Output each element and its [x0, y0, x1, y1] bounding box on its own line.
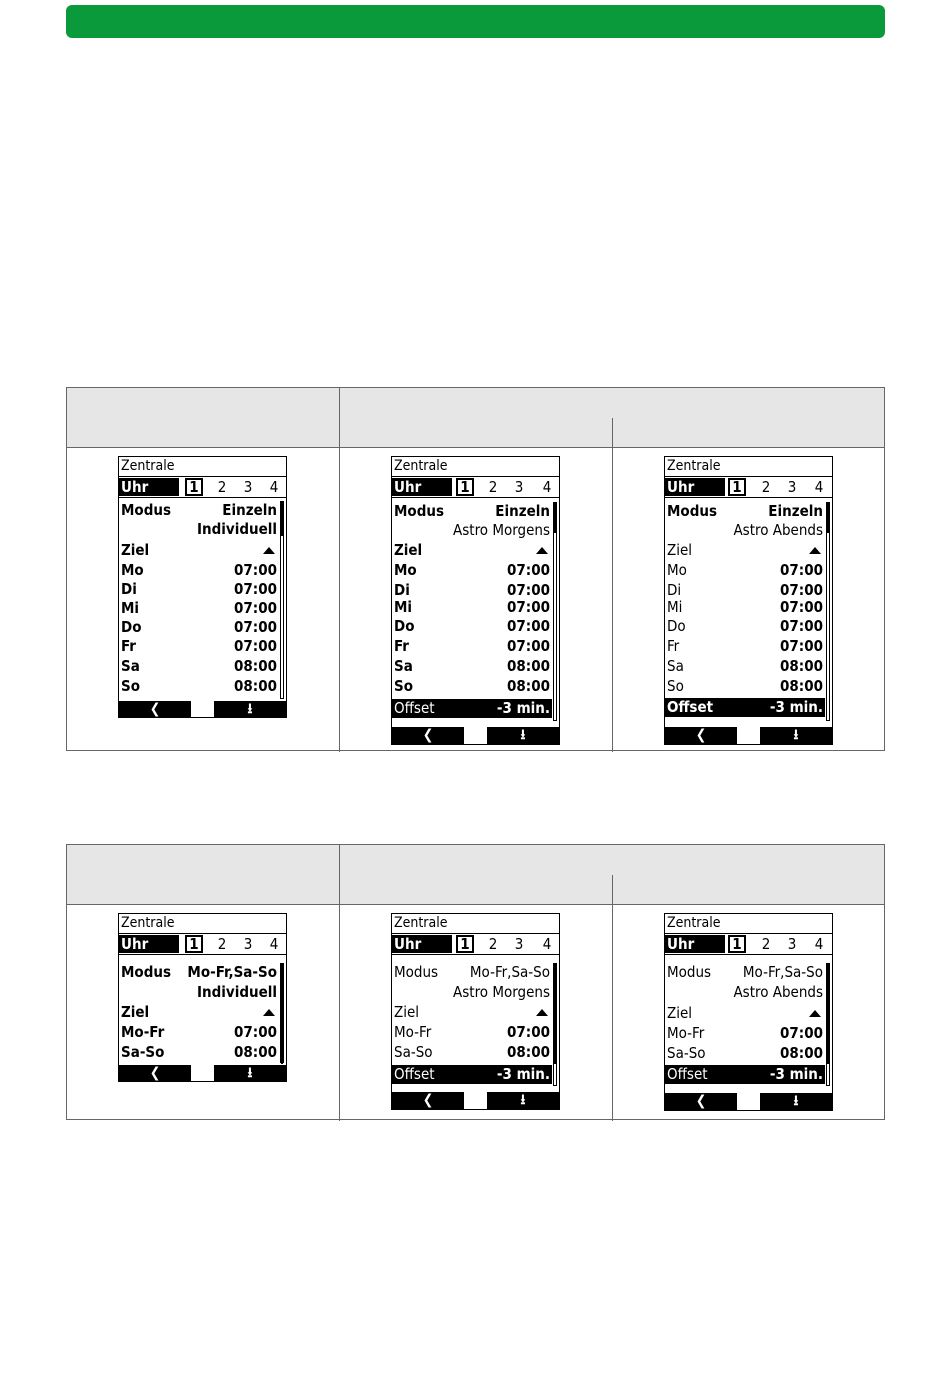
- tab-3[interactable]: 3: [787, 935, 797, 953]
- offset-label: Offset: [394, 699, 435, 717]
- subtype-value: Individuell: [197, 983, 277, 1001]
- list-item[interactable]: Sa 08:00: [121, 657, 277, 675]
- subtype-value: Astro Morgens: [453, 521, 550, 539]
- scrollbar[interactable]: [826, 963, 830, 1086]
- tab-bar: [392, 934, 559, 955]
- modus-label: Modus: [667, 502, 718, 520]
- tab-1[interactable]: 1: [185, 478, 203, 496]
- scrollbar[interactable]: [553, 502, 557, 721]
- subtype-row: [667, 521, 823, 540]
- tab-2[interactable]: 2: [488, 478, 498, 496]
- tab-4[interactable]: 4: [542, 478, 552, 496]
- ziel-row[interactable]: [667, 1004, 823, 1023]
- tab-1[interactable]: 1: [728, 935, 746, 953]
- table-header: [67, 845, 884, 905]
- save-button[interactable]: ⭳: [487, 727, 559, 744]
- tab-bar: [665, 934, 832, 955]
- up-arrow-icon: [536, 547, 548, 554]
- list-item[interactable]: Mo-Fr 07:00: [394, 1023, 550, 1041]
- up-arrow-icon: [263, 1009, 275, 1016]
- list-item[interactable]: So 08:00: [121, 677, 277, 695]
- ziel-label: Ziel: [394, 541, 423, 559]
- tab-3[interactable]: 3: [787, 478, 797, 496]
- list-item[interactable]: Sa 08:00: [394, 657, 550, 675]
- tab-bar: [119, 934, 286, 955]
- tab-2[interactable]: 2: [761, 478, 771, 496]
- offset-label: Offset: [667, 698, 714, 716]
- offset-label: Offset: [394, 1065, 435, 1083]
- list-item[interactable]: Do 07:00: [667, 617, 823, 635]
- modus-value: Einzeln: [768, 502, 823, 520]
- modus-value: Einzeln: [495, 502, 550, 520]
- footer-bar: [665, 1093, 832, 1110]
- save-button[interactable]: ⭳: [214, 1065, 286, 1082]
- ziel-label: Ziel: [121, 541, 150, 559]
- table-header: [67, 388, 884, 448]
- screen-title: Zentrale: [392, 914, 559, 934]
- subtype-row: [121, 520, 277, 539]
- tab-uhr[interactable]: Uhr: [665, 935, 725, 953]
- modus-value: Mo-Fr,Sa-So: [742, 963, 823, 981]
- list-item[interactable]: Mo 07:00: [394, 561, 550, 579]
- ziel-label: Ziel: [667, 541, 693, 559]
- list-item[interactable]: Do 07:00: [394, 617, 550, 635]
- tab-1[interactable]: 1: [728, 478, 746, 496]
- offset-row[interactable]: [392, 1065, 552, 1084]
- subtype-row: [394, 521, 550, 540]
- ziel-label: Ziel: [667, 1004, 693, 1022]
- back-button[interactable]: ❮: [119, 1065, 191, 1082]
- screen-title: Zentrale: [119, 914, 286, 934]
- offset-value: -3 min.: [496, 699, 550, 717]
- tab-1[interactable]: 1: [456, 935, 474, 953]
- subtype-value: Astro Morgens: [453, 983, 550, 1001]
- list-item[interactable]: Mo-Fr 07:00: [121, 1023, 277, 1041]
- header-bar: [66, 5, 885, 38]
- list-item[interactable]: Mo-Fr 07:00: [667, 1024, 823, 1042]
- list-item[interactable]: So 08:00: [667, 677, 823, 695]
- up-arrow-icon: [809, 547, 821, 554]
- tab-3[interactable]: 3: [243, 935, 253, 953]
- ziel-row[interactable]: [667, 541, 823, 560]
- modus-value: Mo-Fr,Sa-So: [187, 963, 277, 981]
- modus-label: Modus: [394, 963, 439, 981]
- ziel-row[interactable]: [394, 541, 550, 560]
- list-item[interactable]: Sa-So 08:00: [394, 1043, 550, 1061]
- modus-row[interactable]: [667, 963, 823, 982]
- offset-value: -3 min.: [769, 1065, 823, 1083]
- modus-row[interactable]: [394, 502, 550, 521]
- tab-uhr[interactable]: Uhr: [392, 478, 452, 496]
- up-arrow-icon: [536, 1009, 548, 1016]
- tab-bar: [119, 477, 286, 498]
- list-item[interactable]: Mi 07:00: [394, 598, 550, 616]
- footer-bar: [119, 1065, 286, 1082]
- list-item[interactable]: Fr 07:00: [394, 637, 550, 655]
- table-einzeln: [66, 387, 885, 751]
- tab-2[interactable]: 2: [217, 478, 227, 496]
- footer-bar: [392, 1092, 559, 1109]
- offset-row[interactable]: [665, 1065, 825, 1084]
- list-item[interactable]: Fr 07:00: [667, 637, 823, 655]
- subtype-row: [121, 983, 277, 1002]
- back-button[interactable]: ❮: [392, 1092, 464, 1109]
- ziel-label: Ziel: [394, 1003, 420, 1021]
- table-gruppen: [66, 844, 885, 1120]
- up-arrow-icon: [809, 1010, 821, 1017]
- tab-4[interactable]: 4: [269, 478, 279, 496]
- list-item[interactable]: Sa-So 08:00: [121, 1043, 277, 1061]
- back-button[interactable]: ❮: [665, 727, 737, 744]
- modus-value: Mo-Fr,Sa-So: [469, 963, 550, 981]
- screen-title: Zentrale: [119, 457, 286, 477]
- tab-3[interactable]: 3: [243, 478, 253, 496]
- modus-row[interactable]: [667, 502, 823, 521]
- list-item[interactable]: Di 07:00: [121, 580, 277, 598]
- ziel-label: Ziel: [121, 1003, 150, 1021]
- scrollbar[interactable]: [280, 963, 284, 1063]
- tab-2[interactable]: 2: [488, 935, 498, 953]
- list-item[interactable]: Mo 07:00: [121, 561, 277, 579]
- up-arrow-icon: [263, 547, 275, 554]
- modus-label: Modus: [394, 502, 445, 520]
- tab-4[interactable]: 4: [814, 935, 824, 953]
- list-item[interactable]: Mi 07:00: [667, 598, 823, 616]
- offset-row[interactable]: [392, 699, 552, 718]
- subtype-row: [394, 983, 550, 1002]
- modus-label: Modus: [121, 963, 172, 981]
- tab-1[interactable]: 1: [456, 478, 474, 496]
- tab-uhr[interactable]: Uhr: [392, 935, 452, 953]
- back-button[interactable]: ❮: [392, 727, 464, 744]
- subtype-row: [667, 983, 823, 1002]
- modus-label: Modus: [667, 963, 712, 981]
- tab-bar: [392, 477, 559, 498]
- list-item[interactable]: Sa 08:00: [667, 657, 823, 675]
- scrollbar[interactable]: [826, 502, 830, 721]
- ziel-row[interactable]: [394, 1003, 550, 1022]
- list-item[interactable]: Di 07:00: [394, 581, 550, 599]
- back-button[interactable]: ❮: [119, 701, 191, 718]
- list-item[interactable]: Fr 07:00: [121, 637, 277, 655]
- footer-bar: [392, 727, 559, 744]
- tab-uhr[interactable]: Uhr: [665, 478, 725, 496]
- ziel-row[interactable]: [121, 541, 277, 560]
- subtype-value: Astro Abends: [733, 521, 823, 539]
- footer-bar: [119, 701, 286, 718]
- modus-row[interactable]: [121, 963, 277, 982]
- tab-3[interactable]: 3: [514, 478, 524, 496]
- screen-title: Zentrale: [665, 457, 832, 477]
- modus-row[interactable]: [394, 963, 550, 982]
- tab-3[interactable]: 3: [514, 935, 524, 953]
- list-item[interactable]: Di 07:00: [667, 581, 823, 599]
- scrollbar[interactable]: [280, 501, 284, 699]
- tab-4[interactable]: 4: [542, 935, 552, 953]
- tab-bar: [665, 477, 832, 498]
- list-item[interactable]: Sa-So 08:00: [667, 1044, 823, 1062]
- save-button[interactable]: ⭳: [214, 701, 286, 718]
- save-button[interactable]: ⭳: [760, 727, 832, 744]
- modus-label: Modus: [121, 501, 172, 519]
- tab-2[interactable]: 2: [217, 935, 227, 953]
- footer-bar: [665, 727, 832, 744]
- offset-value: -3 min.: [769, 698, 823, 716]
- scrollbar[interactable]: [553, 963, 557, 1086]
- list-item[interactable]: Mo 07:00: [667, 561, 823, 579]
- ziel-row[interactable]: [121, 1003, 277, 1022]
- tab-uhr[interactable]: Uhr: [119, 478, 179, 496]
- tab-2[interactable]: 2: [761, 935, 771, 953]
- modus-value: Einzeln: [222, 501, 277, 519]
- save-button[interactable]: ⭳: [760, 1093, 832, 1110]
- modus-row[interactable]: [121, 501, 277, 520]
- offset-row[interactable]: [665, 698, 825, 717]
- tab-4[interactable]: 4: [269, 935, 279, 953]
- tab-uhr[interactable]: Uhr: [119, 935, 179, 953]
- offset-value: -3 min.: [496, 1065, 550, 1083]
- screen-title: Zentrale: [665, 914, 832, 934]
- tab-1[interactable]: 1: [185, 935, 203, 953]
- list-item[interactable]: Do 07:00: [121, 618, 277, 636]
- tab-4[interactable]: 4: [814, 478, 824, 496]
- offset-label: Offset: [667, 1065, 708, 1083]
- save-button[interactable]: ⭳: [487, 1092, 559, 1109]
- screen-title: Zentrale: [392, 457, 559, 477]
- subtype-value: Astro Abends: [733, 983, 823, 1001]
- subtype-value: Individuell: [197, 520, 277, 538]
- list-item[interactable]: Mi 07:00: [121, 599, 277, 617]
- back-button[interactable]: ❮: [665, 1093, 737, 1110]
- list-item[interactable]: So 08:00: [394, 677, 550, 695]
